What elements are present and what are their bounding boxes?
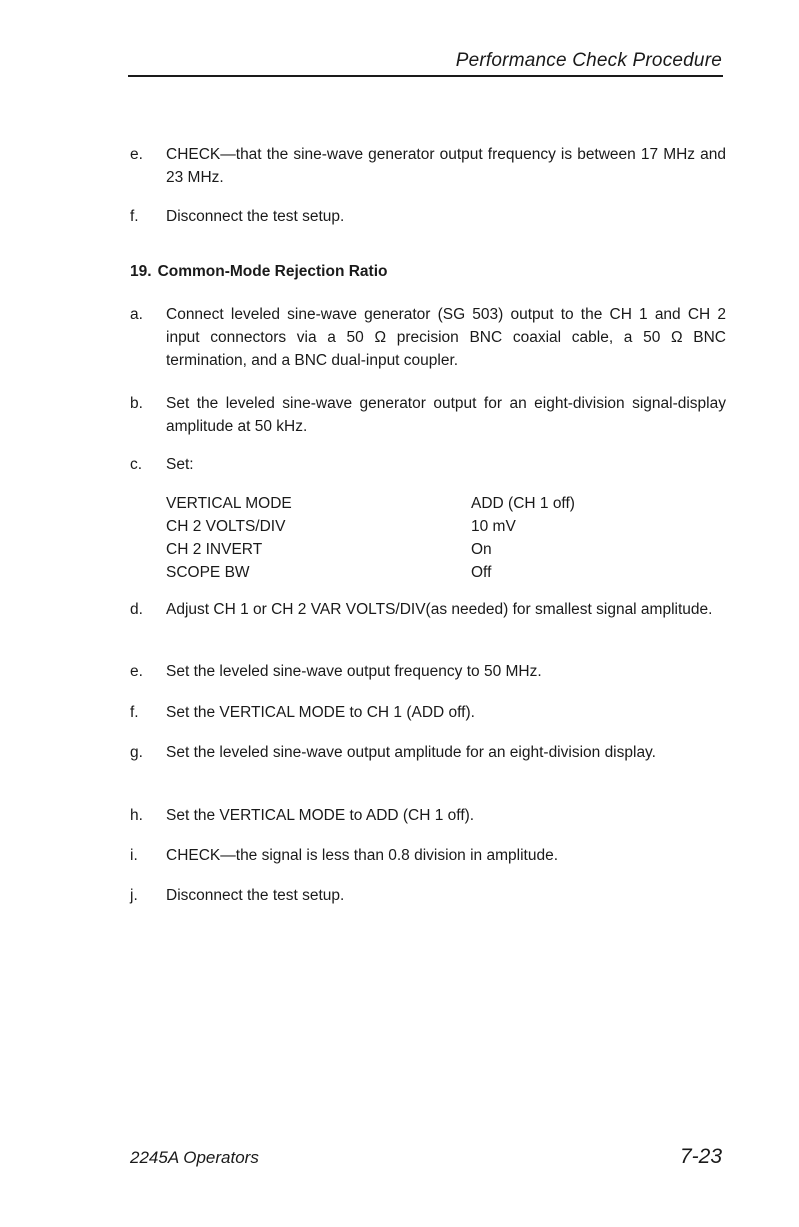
- header-rule: [128, 75, 723, 77]
- step-letter: i.: [130, 847, 138, 864]
- step-letter: j.: [130, 887, 138, 904]
- step-text: Disconnect the test setup.: [166, 208, 345, 225]
- step-g: [130, 741, 726, 764]
- running-head: Performance Check Procedure: [455, 50, 722, 71]
- step-text: Set the leveled sine-wave generator output for an eight-division signal-display amplitude at 50 kHz.: [166, 395, 726, 435]
- step-text: Set:: [166, 456, 194, 473]
- step-text: Connect leveled sine-wave generator (SG 503) output to the CH 1 and CH 2 input connectors via a 50 Ω precision BNC coaxial cable, a 50 Ω BNC termination, and a BNC dual-input coupler.: [166, 306, 726, 369]
- setting-control: CH 2 VOLTS/DIV: [166, 518, 286, 535]
- step-letter: a.: [130, 306, 143, 323]
- step-i: [130, 844, 726, 867]
- step-text: Set the leveled sine-wave output frequency to 50 MHz.: [166, 663, 542, 680]
- settings-row: [166, 492, 626, 515]
- step-letter: g.: [130, 744, 143, 761]
- step-letter: f.: [130, 704, 139, 721]
- step-b: [130, 392, 726, 438]
- footer-page-number: 7-23: [679, 1145, 722, 1168]
- step-j: [130, 884, 726, 907]
- setting-value: Off: [471, 564, 492, 581]
- step-a: [130, 303, 726, 372]
- setting-value: On: [471, 541, 492, 558]
- step-letter: f.: [130, 208, 139, 225]
- step-h: [130, 804, 726, 827]
- pre-step-f: [130, 205, 726, 228]
- setting-control: SCOPE BW: [166, 564, 250, 581]
- step-letter: c.: [130, 456, 143, 473]
- settings-table: [166, 492, 626, 584]
- setting-value: ADD (CH 1 off): [471, 495, 575, 512]
- step-letter: d.: [130, 601, 143, 618]
- step-letter: h.: [130, 807, 143, 824]
- step-d: [130, 598, 726, 621]
- step-text: Disconnect the test setup.: [166, 887, 345, 904]
- step-text: CHECK—the signal is less than 0.8 division in amplitude.: [166, 847, 558, 864]
- step-text: Set the VERTICAL MODE to CH 1 (ADD off).: [166, 704, 475, 721]
- setting-control: VERTICAL MODE: [166, 495, 292, 512]
- setting-control: CH 2 INVERT: [166, 541, 263, 558]
- settings-row: [166, 538, 626, 561]
- pre-step-e: [130, 143, 726, 189]
- step-letter: b.: [130, 395, 143, 412]
- settings-row: [166, 515, 626, 538]
- settings-row: [166, 561, 626, 584]
- step-c: [130, 453, 726, 476]
- setting-value: 10 mV: [471, 518, 516, 535]
- section-number: 19.: [130, 263, 152, 280]
- step-letter: e.: [130, 146, 143, 163]
- step-e: [130, 660, 726, 683]
- section-heading: [130, 260, 387, 283]
- step-f: [130, 701, 726, 724]
- step-letter: e.: [130, 663, 143, 680]
- step-text: Set the leveled sine-wave output amplitude for an eight-division display.: [166, 744, 656, 761]
- footer-manual-name: 2245A Operators: [130, 1148, 259, 1167]
- step-text: Set the VERTICAL MODE to ADD (CH 1 off).: [166, 807, 475, 824]
- section-title: Common-Mode Rejection Ratio: [157, 263, 388, 280]
- step-text: CHECK—that the sine-wave generator output frequency is between 17 MHz and 23 MHz.: [166, 146, 726, 186]
- step-text: Adjust CH 1 or CH 2 VAR VOLTS/DIV(as needed) for smallest signal amplitude.: [166, 601, 713, 618]
